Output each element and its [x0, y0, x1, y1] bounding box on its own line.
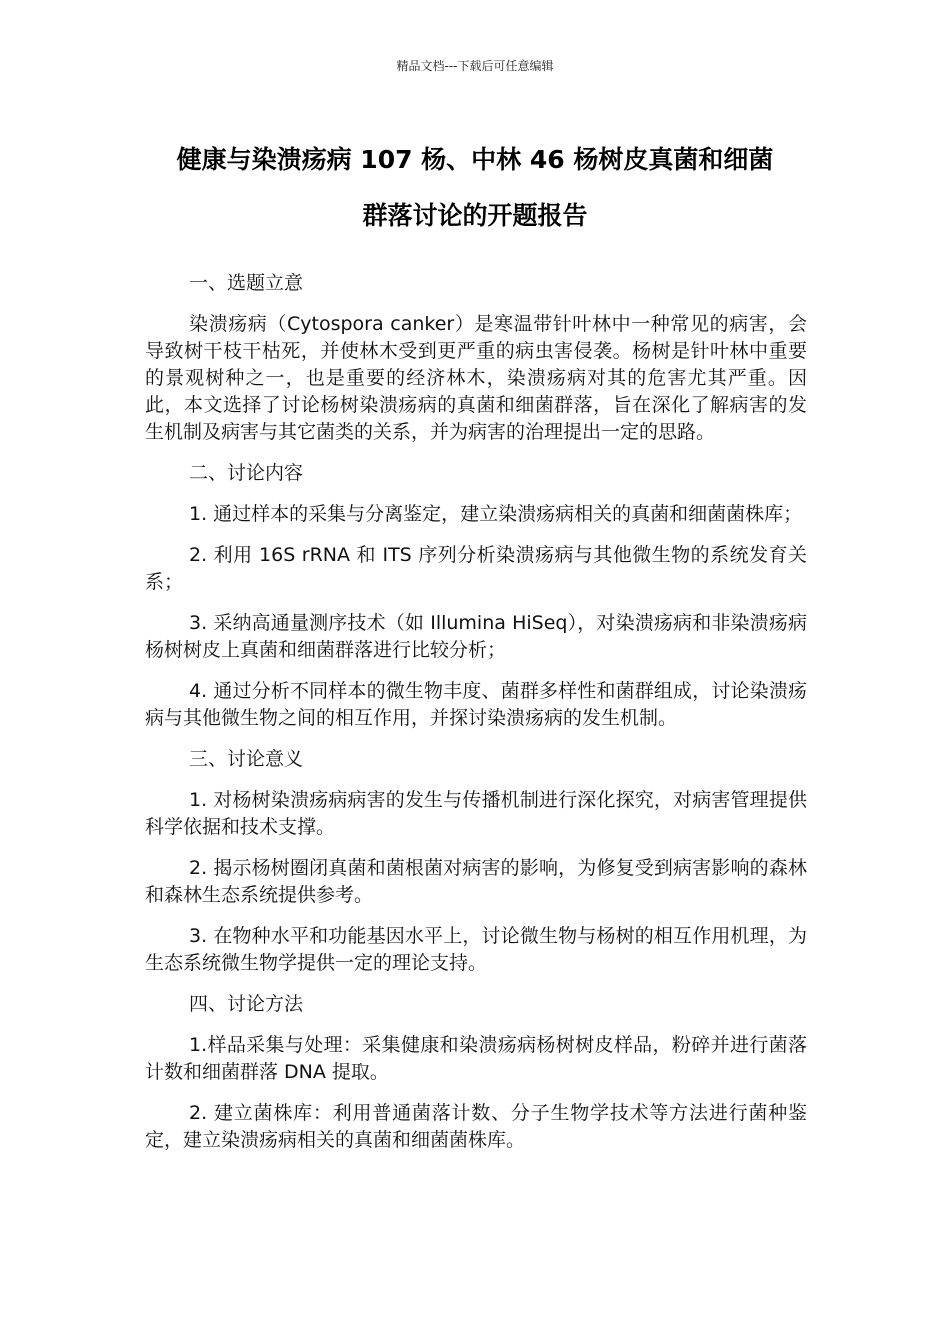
section-2-item-4: 4. 通过分析不同样本的微生物丰度、菌群多样性和菌群组成，讨论染溃疡病与其他微生物之间的相互作用，并探讨染溃疡病的发生机制。 — [145, 680, 807, 729]
section-heading-4: 四、讨论方法 — [189, 993, 304, 1015]
section-2-item-1: 1. 通过样本的采集与分离鉴定，建立染溃疡病相关的真菌和细菌菌株库； — [189, 503, 803, 525]
section-4-item-2: 2. 建立菌株库：利用普通菌落计数、分子生物学技术等方法进行菌种鉴定，建立染溃疡病相关的真菌和细菌菌株库。 — [145, 1102, 807, 1151]
section-heading-1: 一、选题立意 — [189, 272, 304, 294]
header-note: 精品文档---下载后可任意编辑 — [396, 59, 554, 73]
section-2-item-2: 2. 利用 16S rRNA 和 ITS 序列分析染溃疡病与其他微生物的系统发育关系； — [145, 544, 807, 593]
section-4-item-1: 1.样品采集与处理：采集健康和染溃疡病杨树树皮样品，粉碎并进行菌落计数和细菌群落 DNA 提取。 — [145, 1034, 807, 1083]
section-3-item-1: 1. 对杨树染溃疡病病害的发生与传播机制进行深化探究，对病害管理提供科学依据和技术支撑。 — [145, 789, 807, 838]
section-heading-2: 二、讨论内容 — [189, 462, 304, 484]
section-3-item-2: 2. 揭示杨树圈闭真菌和菌根菌对病害的影响，为修复受到病害影响的森林和森林生态系统提供参考。 — [145, 857, 807, 906]
document-title — [120, 132, 830, 244]
title-line-1: 健康与染溃疡病 107 杨、中林 46 杨树皮真菌和细菌 — [176, 145, 774, 174]
section-heading-3: 三、讨论意义 — [189, 748, 304, 770]
title-line-2: 群落讨论的开题报告 — [362, 201, 588, 230]
document-body — [145, 270, 807, 1168]
section-2-item-3: 3. 采纳高通量测序技术（如 Illumina HiSeq），对染溃疡病和非染溃疡病杨树树皮上真菌和细菌群落进行比较分析； — [145, 612, 807, 661]
section-1-paragraph-1: 染溃疡病（Cytospora canker）是寒温带针叶林中一种常见的病害，会导致树干枝干枯死，并使林木受到更严重的病虫害侵袭。杨树是针叶林中重要的景观树种之一，也是重要的经济林木，染溃疡病对其的危害尤其严重。因此，本文选择了讨论杨树染溃疡病的真菌和细菌群落，旨在深化了解病害的发生机制及病害与其它菌类的关系，并为病害的治理提出一定的思路。 — [145, 313, 807, 443]
section-3-item-3: 3. 在物种水平和功能基因水平上，讨论微生物与杨树的相互作用机理，为生态系统微生物学提供一定的理论支持。 — [145, 925, 807, 974]
